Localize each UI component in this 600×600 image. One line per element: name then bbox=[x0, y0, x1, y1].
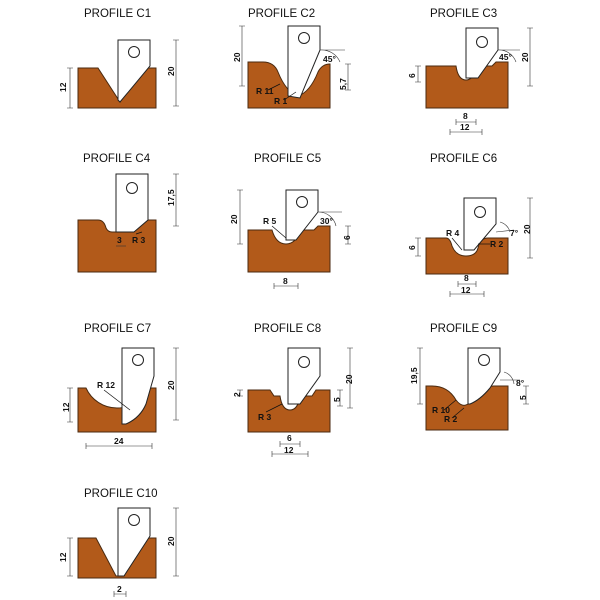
radius-small-label: R 2 bbox=[490, 239, 504, 249]
radius-label: R 12 bbox=[97, 380, 115, 390]
outer-width-label: 12 bbox=[461, 285, 471, 295]
outer-width-label: 12 bbox=[284, 445, 294, 455]
depth-label: 6 bbox=[407, 245, 417, 250]
radius-small-label: R 1 bbox=[274, 96, 288, 106]
width-label: 8 bbox=[283, 276, 288, 286]
profile-title: PROFILE C10 bbox=[84, 488, 158, 500]
profile-c2 bbox=[232, 8, 351, 108]
wood-block bbox=[78, 68, 156, 108]
radius-big-label: R 10 bbox=[432, 405, 450, 415]
inner-width-label: 8 bbox=[464, 273, 469, 283]
angle-label: 45° bbox=[323, 54, 336, 64]
radius-label: R 3 bbox=[258, 412, 272, 422]
cutter-height-label: 20 bbox=[522, 224, 532, 234]
depth-label: 6 bbox=[342, 235, 352, 240]
profile-title: PROFILE C5 bbox=[254, 153, 322, 165]
step-label: 2 bbox=[232, 392, 242, 397]
angle-label: 30° bbox=[320, 216, 333, 226]
mounting-hole-icon bbox=[479, 355, 490, 366]
mounting-hole-icon bbox=[127, 183, 138, 194]
cutter-height-label: 20 bbox=[166, 66, 176, 76]
cutter-height-label: 19,5 bbox=[409, 367, 419, 384]
mounting-hole-icon bbox=[475, 207, 486, 218]
profile-c6 bbox=[407, 153, 533, 297]
radius-big-label: R 4 bbox=[446, 228, 460, 238]
profile-title: PROFILE C1 bbox=[84, 8, 152, 20]
depth-label: 5 bbox=[518, 395, 528, 400]
angle-label: 45° bbox=[499, 52, 512, 62]
mounting-hole-icon bbox=[299, 33, 310, 44]
mounting-hole-icon bbox=[477, 37, 488, 48]
profile-title: PROFILE C3 bbox=[430, 8, 498, 20]
profile-c10 bbox=[58, 488, 179, 597]
outer-width-label: 12 bbox=[460, 122, 470, 132]
width-label: 3 bbox=[117, 235, 122, 245]
profile-title: PROFILE C9 bbox=[430, 323, 498, 335]
cutter-height-label: 17,5 bbox=[166, 189, 176, 206]
depth-dimension-line bbox=[345, 226, 351, 244]
mounting-hole-icon bbox=[129, 47, 140, 58]
width-label: 2 bbox=[117, 584, 122, 594]
angle-label: 7° bbox=[510, 228, 519, 238]
profile-c4 bbox=[78, 153, 179, 272]
cutter-height-label: 20 bbox=[229, 214, 239, 224]
profile-title: PROFILE C6 bbox=[430, 153, 498, 165]
depth-label: 5,7 bbox=[338, 78, 348, 90]
radius-label: R 5 bbox=[263, 216, 277, 226]
width-label: 24 bbox=[114, 436, 124, 446]
radius-big-label: R 11 bbox=[256, 86, 274, 96]
height-label: 12 bbox=[58, 552, 68, 562]
mounting-hole-icon bbox=[133, 355, 144, 366]
profile-c9 bbox=[409, 323, 529, 430]
depth-dimension-line bbox=[523, 386, 529, 404]
mounting-hole-icon bbox=[129, 515, 140, 526]
profile-c1 bbox=[58, 8, 179, 108]
cutter-height-label: 20 bbox=[166, 536, 176, 546]
mounting-hole-icon bbox=[299, 357, 310, 368]
radius-label: R 3 bbox=[132, 235, 146, 245]
radius-small-label: R 2 bbox=[444, 414, 458, 424]
cutter-height-label: 20 bbox=[232, 52, 242, 62]
cutter-height-label: 20 bbox=[166, 380, 176, 390]
profile-title: PROFILE C8 bbox=[254, 323, 322, 335]
height-label: 12 bbox=[58, 82, 68, 92]
profile-title: PROFILE C7 bbox=[84, 323, 152, 335]
profile-c5 bbox=[229, 153, 352, 289]
profile-c3 bbox=[407, 8, 533, 135]
height-label: 12 bbox=[61, 402, 71, 412]
angle-label: 8° bbox=[516, 378, 525, 388]
depth-label: 6 bbox=[407, 73, 417, 78]
profile-c7 bbox=[61, 323, 179, 449]
profile-title: PROFILE C4 bbox=[83, 153, 151, 165]
depth-label: 5 bbox=[332, 397, 342, 402]
inner-width-label: 6 bbox=[287, 433, 292, 443]
cutter-height-label: 20 bbox=[520, 52, 530, 62]
inner-width-label: 8 bbox=[463, 111, 468, 121]
profile-title: PROFILE C2 bbox=[248, 8, 316, 20]
mounting-hole-icon bbox=[297, 197, 308, 208]
cutter-height-label: 20 bbox=[344, 374, 354, 384]
profile-c8 bbox=[232, 323, 354, 457]
